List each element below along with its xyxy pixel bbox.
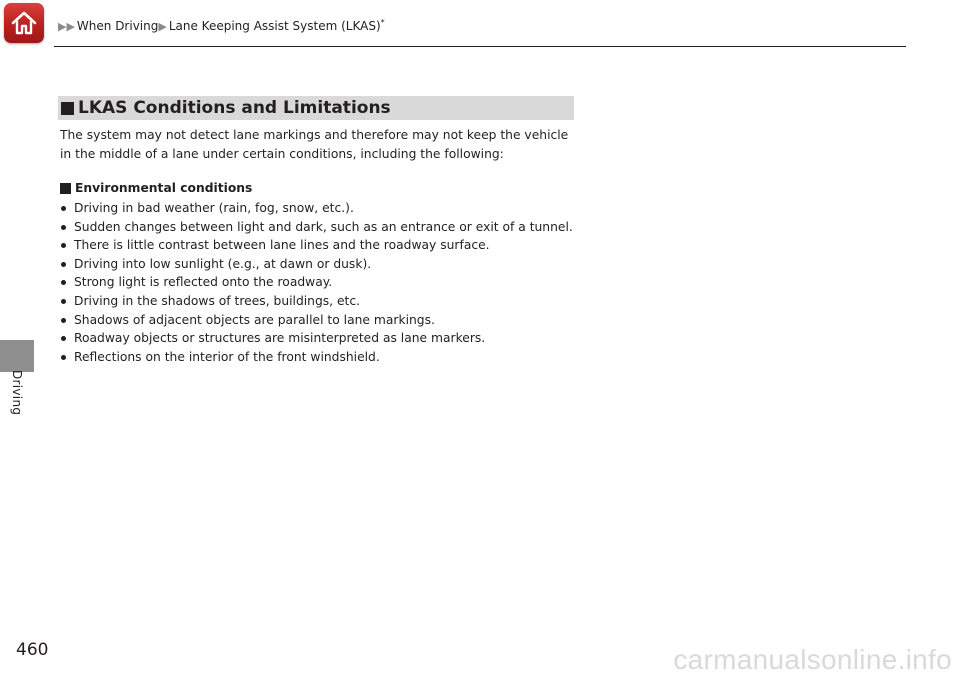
subheading bbox=[60, 181, 252, 195]
square-bullet-icon bbox=[60, 183, 71, 194]
chapter-tab-label: Driving bbox=[10, 370, 24, 416]
list-item: Driving into low sunlight (e.g., at dawn or dusk). bbox=[60, 255, 573, 274]
list-item: Driving in bad weather (rain, fog, snow, etc.). bbox=[60, 199, 573, 218]
triangle-right-icon: ▶▶ bbox=[58, 20, 75, 33]
list-item: Shadows of adjacent objects are parallel to lane markings. bbox=[60, 311, 573, 330]
list-item: Driving in the shadows of trees, buildings, etc. bbox=[60, 292, 573, 311]
square-bullet-icon bbox=[61, 102, 74, 115]
list-item: Sudden changes between light and dark, such as an entrance or exit of a tunnel. bbox=[60, 218, 573, 237]
section-title: LKAS Conditions and Limitations bbox=[78, 98, 391, 118]
breadcrumb-lkas[interactable]: Lane Keeping Assist System (LKAS) bbox=[168, 19, 381, 33]
list-item: Strong light is reflected onto the roadway. bbox=[60, 273, 573, 292]
page-number: 460 bbox=[16, 640, 49, 660]
section-heading bbox=[58, 96, 574, 120]
home-button[interactable] bbox=[4, 3, 44, 43]
header-divider bbox=[54, 46, 906, 47]
triangle-right-icon: ▶ bbox=[158, 20, 167, 33]
watermark: carmanualsonline.info bbox=[673, 644, 952, 675]
list-item: Roadway objects or structures are misinterpreted as lane markers. bbox=[60, 329, 573, 348]
breadcrumb-asterisk: * bbox=[380, 18, 385, 27]
list-item: There is little contrast between lane lines and the roadway surface. bbox=[60, 236, 573, 255]
intro-paragraph: The system may not detect lane markings and therefore may not keep the vehicle in the middle of a lane under certain conditions, including the following: bbox=[60, 128, 569, 161]
list-item: Reflections on the interior of the front windshield. bbox=[60, 348, 573, 367]
home-icon bbox=[10, 9, 38, 37]
subheading-text: Environmental conditions bbox=[75, 181, 253, 195]
chapter-tab[interactable] bbox=[0, 340, 34, 372]
breadcrumb bbox=[58, 18, 385, 33]
breadcrumb-when-driving[interactable]: When Driving bbox=[76, 19, 159, 33]
conditions-list bbox=[60, 199, 573, 366]
